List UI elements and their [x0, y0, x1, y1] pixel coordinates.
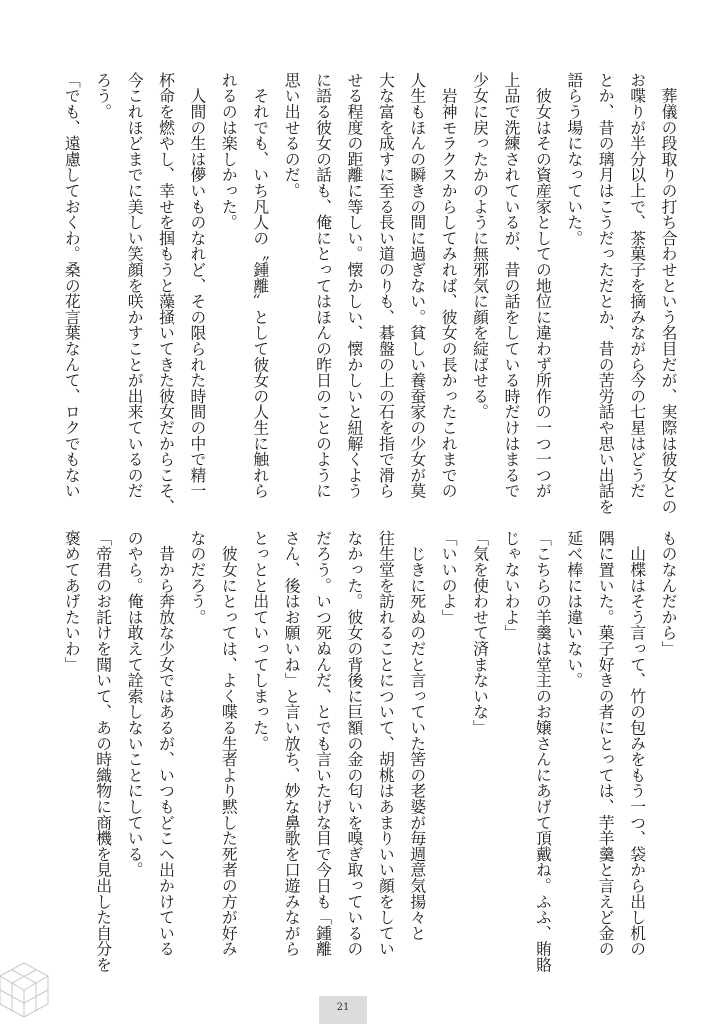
- text-column: 上品で洗練されているが、昔の話をしている時だけはまるで: [501, 72, 521, 499]
- text-column: なのだろう。: [187, 530, 207, 625]
- text-column: だろう。いつ死ぬんだ、とでも言いたげな目で今日も「鍾離: [313, 530, 333, 957]
- text-column: とっとと出ていってしまった。: [250, 530, 270, 752]
- text-column: 「いいのよ」: [439, 530, 459, 625]
- text-column: とか、昔の璃月はこうだっただとか、昔の苦労話や思い出話を: [596, 72, 616, 515]
- text-column: 延べ棒には違いない。: [564, 530, 584, 688]
- text-column: じきに死ぬのだと言っていた筈の老婆が毎週意気揚々と: [407, 530, 427, 941]
- text-column: 思い出せるのだ。: [282, 72, 302, 199]
- text-column: 人生もほんの瞬きの間に過ぎない。貧しい養蚕家の少女が莫: [407, 72, 427, 499]
- text-column: じゃないわよ」: [501, 530, 521, 641]
- text-column: 往生堂を訪れることについて、胡桃はあまりいい顔をしてい: [376, 530, 396, 957]
- text-column: 岩神モラクスからしてみれば、彼女の長かったこれまでの: [439, 72, 459, 499]
- text-column: お喋りが半分以上で、茶菓子を摘みながら今の七星はどうだ: [627, 72, 647, 499]
- text-column: 「気を使わせて済まないな」: [470, 530, 490, 736]
- text-column: 「でも、遠慮しておくわ。桑の花言葉なんて、ロクでもない: [62, 72, 82, 499]
- text-column: それでも、いち凡人の〝鍾離〟として彼女の人生に触れら: [250, 72, 270, 499]
- text-block-bottom: [56, 530, 684, 1000]
- text-column: 語らう場になっていた。: [564, 72, 584, 246]
- text-column: 昔から奔放な少女ではあるが、いつもどこへ出かけている: [156, 530, 176, 957]
- text-column: 「こちらの羊羹は堂主のお嬢さんにあげて頂戴ね。ふふ、賄賂: [533, 530, 553, 973]
- text-column: 葬儀の段取りの打ち合わせという名目だが、実際は彼女との: [659, 72, 678, 515]
- text-column: ろう。: [93, 72, 113, 120]
- text-column: 大な富を成すに至る長い道のりも、碁盤の上の石を指で滑ら: [376, 72, 396, 499]
- text-column: せる程度の距離に等しい。懐かしい、懐かしいと紐解くよう: [344, 72, 364, 499]
- text-column: 「帝君のお託けを聞いて、あの時織物に商機を見出した自分を: [93, 530, 113, 973]
- text-column: 彼女にとっては、よく喋る生者より黙した死者の方が好み: [219, 530, 239, 957]
- text-column: なかった。彼女の背後に巨額の金の匂いを嗅ぎ取っているの: [344, 530, 364, 957]
- text-column: 少女に戻ったかのように無邪気に顔を綻ばせる。: [470, 72, 490, 420]
- text-column: に語る彼女の話も、俺にとってはほんの昨日のことのように: [313, 72, 333, 499]
- text-block-top: [56, 72, 684, 515]
- text-column: 山楪はそう言って、竹の包みをもう一つ、袋から出し机の: [627, 530, 647, 957]
- text-column: 今これほどまでに美しい笑顔を咲かすことが出来ているのだ: [125, 72, 145, 499]
- text-column: 彼女はその資産家としての地位に違わず所作の一つ一つが: [533, 72, 553, 499]
- text-column: 人間の生は儚いものなれど、その限られた時間の中で精一: [187, 72, 207, 499]
- text-column: れるのは楽しかった。: [219, 72, 239, 230]
- text-column: さん、後はお願いね」と言い放ち、妙な鼻歌を口遊みながら: [282, 530, 302, 957]
- text-column: 隅に置いた。菓子好きの者にとっては、芋羊羹と言えど金の: [596, 530, 616, 957]
- text-column: のやら。俺は敢えて詮索しないことにしている。: [125, 530, 145, 878]
- page-number: 21: [319, 996, 367, 1024]
- text-column: 褒めてあげたいわ」: [62, 530, 82, 673]
- isometric-cubes-icon: [0, 962, 52, 1024]
- text-column: 杯命を燃やし、幸せを掴もうと藻掻いてきた彼女だからこそ、: [156, 72, 176, 515]
- text-column: ものなんだから」: [659, 530, 678, 657]
